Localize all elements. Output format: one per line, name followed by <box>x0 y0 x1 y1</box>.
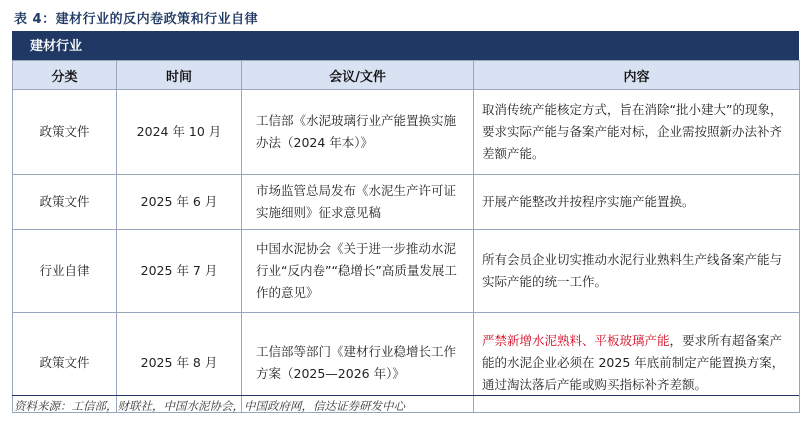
column-header-document: 会议/文件 <box>242 61 474 90</box>
table-row <box>13 90 800 175</box>
source-note: 资料来源：工信部，财联社，中国水泥协会，中国政府网，信达证券研发中心 <box>14 399 405 413</box>
content-text: 取消传统产能核定方式，旨在消除“批小建大”的现象，要求实际产能与备案产能对标，企业需按照新办法补齐差额产能。 <box>482 102 783 161</box>
cell-content <box>474 90 800 175</box>
policy-table <box>12 60 800 413</box>
cell-content <box>474 313 800 413</box>
cell-document: 工信部《水泥玻璃行业产能置换实施办法（2024 年本）》 <box>242 90 474 175</box>
content-text: 所有会员企业切实推动水泥行业熟料生产线备案产能与实际产能的统一工作。 <box>482 252 783 289</box>
content-text: 开展产能整改并按程序实施产能置换。 <box>482 194 695 209</box>
table-title: 表 4：建材行业的反内卷政策和行业自律 <box>14 12 259 27</box>
content-text: ，要求所有超备案产能的水泥企业必须在 2025 年底前制定产能置换方案，通过淘汰落后产能或购买指标补齐差额。 <box>482 332 785 392</box>
cell-category: 政策文件 <box>13 313 117 413</box>
cell-category: 政策文件 <box>13 90 117 175</box>
section-header: 建材行业 <box>12 33 799 60</box>
column-header-content: 内容 <box>474 61 800 90</box>
cell-category: 政策文件 <box>13 175 117 230</box>
table-row <box>13 175 800 230</box>
cell-document: 市场监管总局发布《水泥生产许可证实施细则》征求意见稿 <box>242 175 474 230</box>
cell-time: 2024 年 10 月 <box>117 90 242 175</box>
table-row <box>13 230 800 313</box>
cell-category: 行业自律 <box>13 230 117 313</box>
cell-document: 中国水泥协会《关于进一步推动水泥行业“反内卷”“稳增长”高质量发展工作的意见》 <box>242 230 474 313</box>
cell-time: 2025 年 7 月 <box>117 230 242 313</box>
cell-content <box>474 175 800 230</box>
table-header-row <box>13 61 800 90</box>
cell-content <box>474 230 800 313</box>
bottom-divider <box>12 395 799 396</box>
cell-time: 2025 年 6 月 <box>117 175 242 230</box>
content-highlight: 严禁新增水泥熟料、平板玻璃产能 <box>482 332 670 348</box>
column-header-time: 时间 <box>117 61 242 90</box>
cell-time: 2025 年 8 月 <box>117 313 242 413</box>
cell-document: 工信部等部门《建材行业稳增长工作方案（2025—2026 年）》 <box>242 313 474 413</box>
column-header-category: 分类 <box>13 61 117 90</box>
